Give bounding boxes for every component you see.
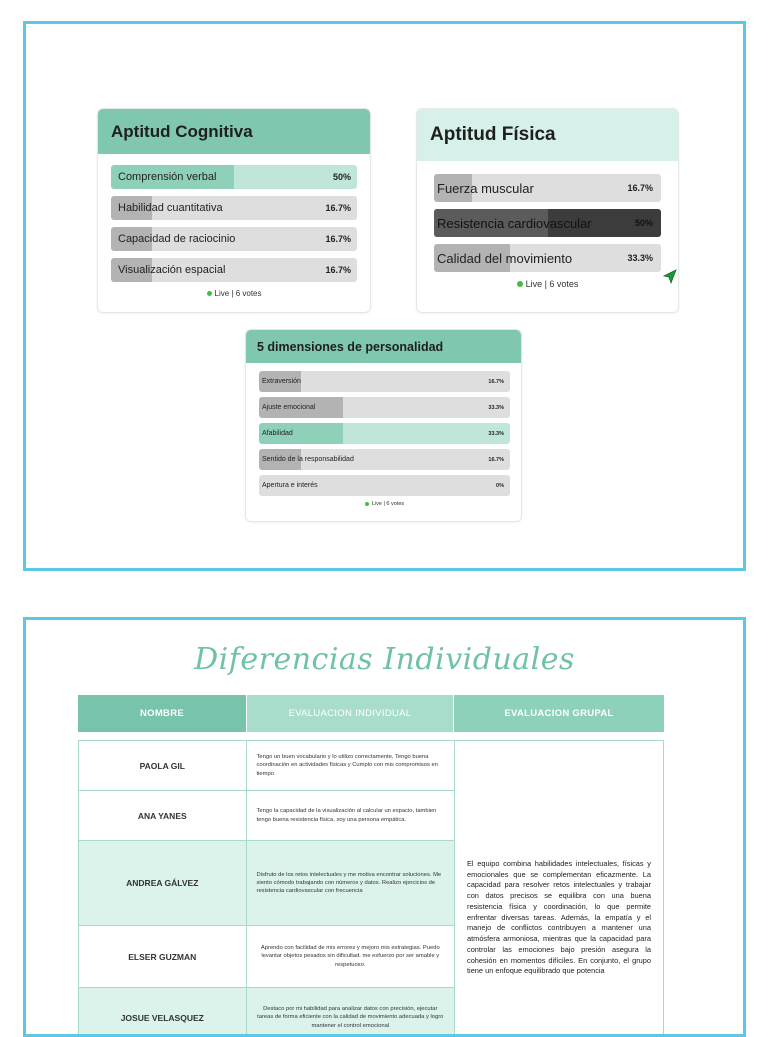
poll-option-percent: 16.7% <box>325 265 351 275</box>
poll-option-percent: 33.3% <box>488 430 504 437</box>
row-individual-evaluation: Destaco por mi habilidad para analizar datos con precisión, ejecutar tareas de forma eficiente con la calidad de movimiento adecuada y logro mantener el control emocional <box>257 1006 444 1029</box>
poll-option[interactable] <box>259 371 510 392</box>
table-row <box>78 926 454 988</box>
poll-title: Aptitud Cognitiva <box>98 109 370 154</box>
row-individual-evaluation: Tengo la capacidad de la visualización al calcular un espacio, tambien tengo buena resistencia física, soy una persona empática. <box>256 808 437 823</box>
poll-option-percent: 16.7% <box>325 234 351 244</box>
poll-live-votes: Live | 6 votes <box>525 279 579 289</box>
live-dot-icon <box>517 281 523 287</box>
poll-option-percent: 16.7% <box>488 378 504 385</box>
row-individual-evaluation: Disfruto de los retos intelectuales y me motiva encontrar soluciones. Me siento cómodo trabajando con números y datos. Realizo ejercicios de resistencia cardiovascular con frecuencia <box>256 871 442 895</box>
poll-option-percent: 16.7% <box>325 203 351 213</box>
poll-option[interactable] <box>111 196 357 220</box>
poll-footer <box>111 289 357 298</box>
group-evaluation-cell: El equipo combina habilidades intelectuales, físicas y emocionales que se complementan eficazmente. La capacidad para resolver retos intelectuales y trabajar con datos precisos se equilibra con una buena resistencia física y coordinación, lo que permite enfrentar diversas tareas. Además, la empatía y el manejo de conflictos contribuyen a mantener una atmósfera armoniosa, mientras que la capacidad para controlar las emociones bajo presión asegura la cohesión en momentos difíciles. En conjunto, el grupo tiene un enfoque equilibrado que potencia <box>454 741 664 1037</box>
poll-option-percent: 0% <box>496 482 504 489</box>
poll-option-label: Resistencia cardiovascular <box>437 215 592 231</box>
poll-title: 5 dimensiones de personalidad <box>246 330 521 363</box>
poll-live-votes: Live | 6 votes <box>214 289 262 298</box>
individual-differences-panel <box>23 617 746 1037</box>
header-group: EVALUACION GRUPAL <box>454 695 664 732</box>
poll-option-label: Comprensión verbal <box>118 171 217 183</box>
poll-card-cognitiva <box>97 108 371 313</box>
poll-option-label: Habilidad cuantitativa <box>118 202 223 214</box>
poll-option-percent: 33.3% <box>488 404 504 411</box>
poll-options <box>246 363 521 507</box>
poll-options <box>98 154 370 298</box>
mouse-cursor-icon <box>660 268 678 286</box>
poll-option[interactable] <box>111 165 357 189</box>
poll-option[interactable] <box>259 475 510 496</box>
poll-option[interactable] <box>259 423 510 444</box>
row-name: ANDREA GÁLVEZ <box>79 841 247 925</box>
table-row <box>78 791 454 841</box>
header-name: NOMBRE <box>78 695 246 732</box>
poll-card-personalidad <box>245 329 522 522</box>
row-name: PAOLA GIL <box>79 741 247 790</box>
table-left-columns <box>78 741 454 1037</box>
poll-option[interactable] <box>434 244 661 272</box>
document-title: Diferencias Individuales <box>194 642 575 677</box>
poll-option-label: Fuerza muscular <box>437 180 534 196</box>
poll-option-label: Sentido de la responsabilidad <box>262 456 354 463</box>
poll-option[interactable] <box>434 209 661 237</box>
row-name: ELSER GUZMAN <box>79 926 247 987</box>
poll-option-percent: 33.3% <box>627 253 653 263</box>
header-individual: EVALUACION INDIVIDUAL <box>246 695 454 732</box>
poll-option[interactable] <box>259 397 510 418</box>
table-header <box>78 695 664 732</box>
poll-title: Aptitud Física <box>417 109 678 161</box>
poll-option-percent: 50% <box>634 218 653 228</box>
table-row <box>78 988 454 1037</box>
row-individual-evaluation: Aprendo con facilidad de mis errores y mejoro mis estrategias. Puedo levantar objetos pesados sin dificultad. me esfuerzo por ser amable y respetuoso. <box>260 945 440 968</box>
poll-option-label: Extraversión <box>262 378 301 385</box>
poll-options <box>417 161 678 289</box>
row-name: ANA YANES <box>79 791 247 840</box>
poll-option[interactable] <box>434 174 661 202</box>
poll-option-percent: 16.7% <box>627 183 653 193</box>
poll-option-percent: 50% <box>332 172 351 182</box>
poll-option-label: Capacidad de raciocinio <box>118 233 236 245</box>
table-row <box>78 741 454 791</box>
poll-option[interactable] <box>259 449 510 470</box>
live-dot-icon <box>365 502 369 506</box>
poll-footer <box>434 279 661 289</box>
poll-option[interactable] <box>111 227 357 251</box>
table-row <box>78 841 454 926</box>
poll-option-label: Ajuste emocional <box>262 404 316 411</box>
live-dot-icon <box>207 291 212 296</box>
poll-footer <box>259 501 510 507</box>
poll-option-label: Calidad del movimiento <box>437 250 573 266</box>
poll-option-percent: 16.7% <box>488 456 504 463</box>
poll-option[interactable] <box>111 258 357 282</box>
row-individual-evaluation: Tengo un buen vocabulario y lo utilizo correctamente, Tengo buena coordinación en actividades físicas y Cumplo con mis compromisos en tiempo <box>256 754 438 777</box>
table-body <box>78 740 664 1037</box>
poll-option-label: Apertura e interés <box>262 482 318 489</box>
poll-live-votes: Live | 6 votes <box>371 501 405 507</box>
row-name: JOSUE VELASQUEZ <box>79 988 247 1037</box>
poll-option-label: Visualización espacial <box>118 264 226 276</box>
poll-option-label: Afabilidad <box>262 430 293 437</box>
poll-card-fisica <box>416 108 679 313</box>
